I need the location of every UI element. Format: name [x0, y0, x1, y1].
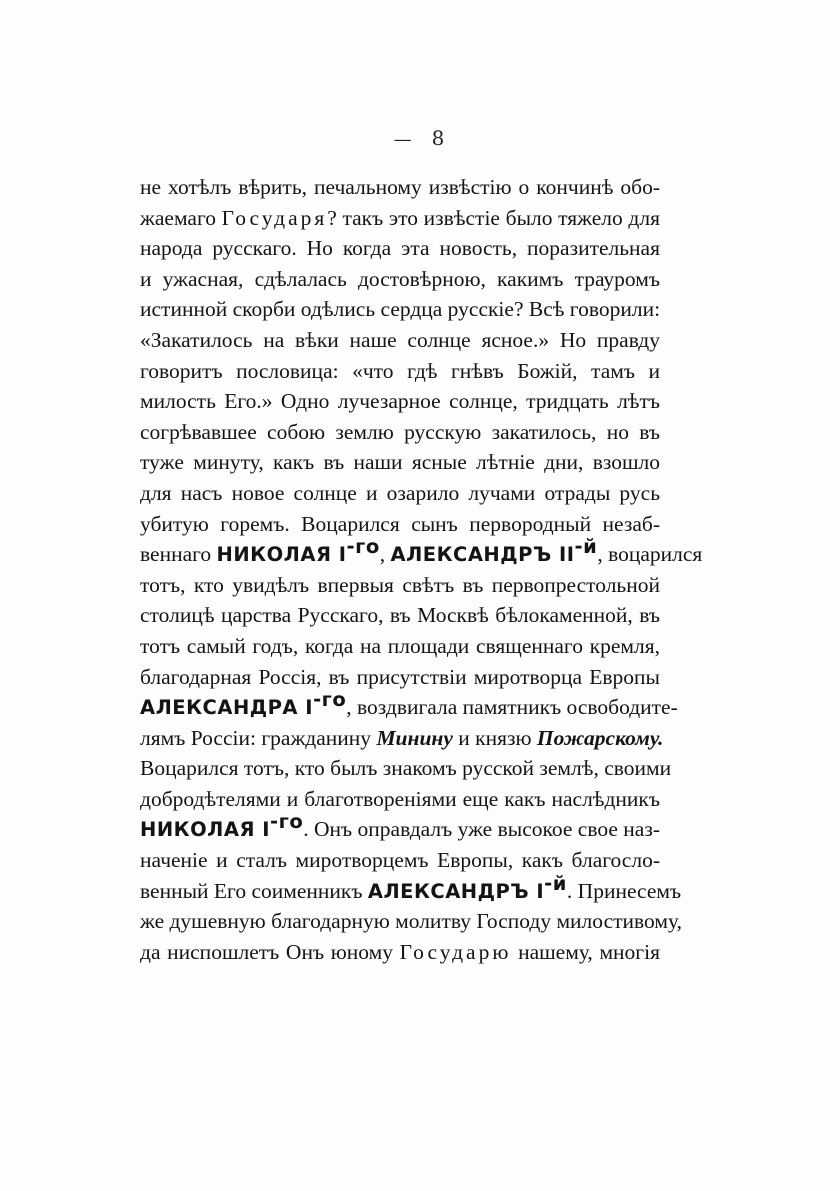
page-number-value: 8 [431, 126, 447, 150]
text-line: же душевную благодарную молитву Господу милостивому, [140, 909, 682, 934]
text-span: лямъ Россіи: гражданину [140, 725, 377, 750]
name-caps: НИКОЛАЯ I [216, 543, 347, 567]
text-line: для насъ новое солнце и озарило лучами отрады русь [140, 480, 660, 505]
text-line: говоритъ пословица: «что гдѣ гнѣвъ Божій, тамъ и [140, 358, 660, 383]
page-number [0, 126, 840, 150]
text-line: тотъ, кто увидѣлъ впервыя свѣтъ въ первопрестольной [140, 572, 660, 597]
text-span: , воцарился [597, 542, 703, 567]
text-line: столицѣ царства Русскаго, въ Москвѣ бѣлокаменной, въ [140, 603, 660, 628]
text-span: . Принесемъ [566, 878, 682, 903]
text-span: . Онъ оправдалъ уже высокое свое наз- [303, 817, 660, 842]
text-line [140, 203, 660, 234]
text-span: веннаго [140, 542, 217, 567]
text-line: народа русскаго. Но когда эта новость, поразительная [140, 236, 660, 261]
text-line [140, 535, 703, 570]
text-line [140, 688, 678, 723]
text-line: Воцарился тотъ, кто былъ знакомъ русской землѣ, своими [140, 756, 672, 781]
text-line: и ужасная, сдѣлалась достовѣрною, какимъ трауромъ [140, 266, 660, 291]
text-line: благодарная Россія, въ присутствіи миротворца Европы [140, 664, 660, 689]
name-caps: АЛЕКСАНДРА I [140, 696, 314, 720]
superscript: -го [270, 810, 304, 834]
text-line: истинной скорби одѣлись сердца русскіе? Всѣ говорили: [140, 297, 661, 322]
text-span: нашему, многія [511, 939, 660, 964]
text-line [140, 810, 660, 845]
text-span: , воздвигала памятникъ освободите- [346, 695, 678, 720]
text-line: добродѣтелями и благотвореніями еще какъ наслѣдникъ [140, 786, 660, 811]
text-line [140, 937, 660, 968]
superscript: -го [346, 535, 380, 559]
name-italic: Пожарскому. [536, 725, 664, 750]
text-span-spaced: Государя [221, 205, 328, 230]
text-line: не хотѣлъ вѣрить, печальному извѣстію о кончинѣ обо- [140, 175, 660, 199]
text-span-spaced: Государю [399, 939, 512, 964]
text-line: тужe минуту, какъ въ наши ясные лѣтніе дни, взошло [140, 450, 660, 475]
name-italic: Минину [376, 725, 453, 750]
body-text [140, 172, 703, 967]
text-span: , [379, 542, 391, 567]
text-line: «Закатилось на вѣки наше солнце ясное.» Но правду [140, 327, 660, 352]
text-line: убитую горемъ. Воцарился сынъ первородный незаб- [140, 511, 660, 536]
text-span: жаемаго [140, 205, 222, 230]
superscript: -го [313, 688, 347, 712]
name-caps: АЛЕКСАНДРЪ I [367, 879, 545, 903]
superscript: -й [544, 871, 567, 895]
text-span: ? такъ это извѣстіе было тяжело для [327, 205, 660, 230]
text-line: тотъ самый годъ, когда на площади священнаго кремля, [140, 633, 660, 658]
text-span: венный Его соименникъ [140, 878, 368, 903]
name-caps: НИКОЛАЯ I [140, 818, 271, 842]
name-caps: АЛЕКСАНДРЪ II [390, 543, 575, 567]
text-span: да ниспошлетъ Онъ юному [140, 939, 400, 964]
text-line: милость Его.» Одно лучезарное солнце, тридцать лѣтъ [140, 389, 660, 414]
text-line: наченіе и сталъ миротворцемъ Европы, какъ благосло- [140, 848, 660, 873]
text-line: согрѣвавшее собою землю русскую закатилось, но въ [140, 419, 660, 444]
text-line [140, 723, 664, 754]
text-span: и князю [452, 725, 537, 750]
superscript: -й [574, 535, 598, 559]
text-line [140, 871, 682, 907]
page-number-dash: — [393, 129, 414, 150]
